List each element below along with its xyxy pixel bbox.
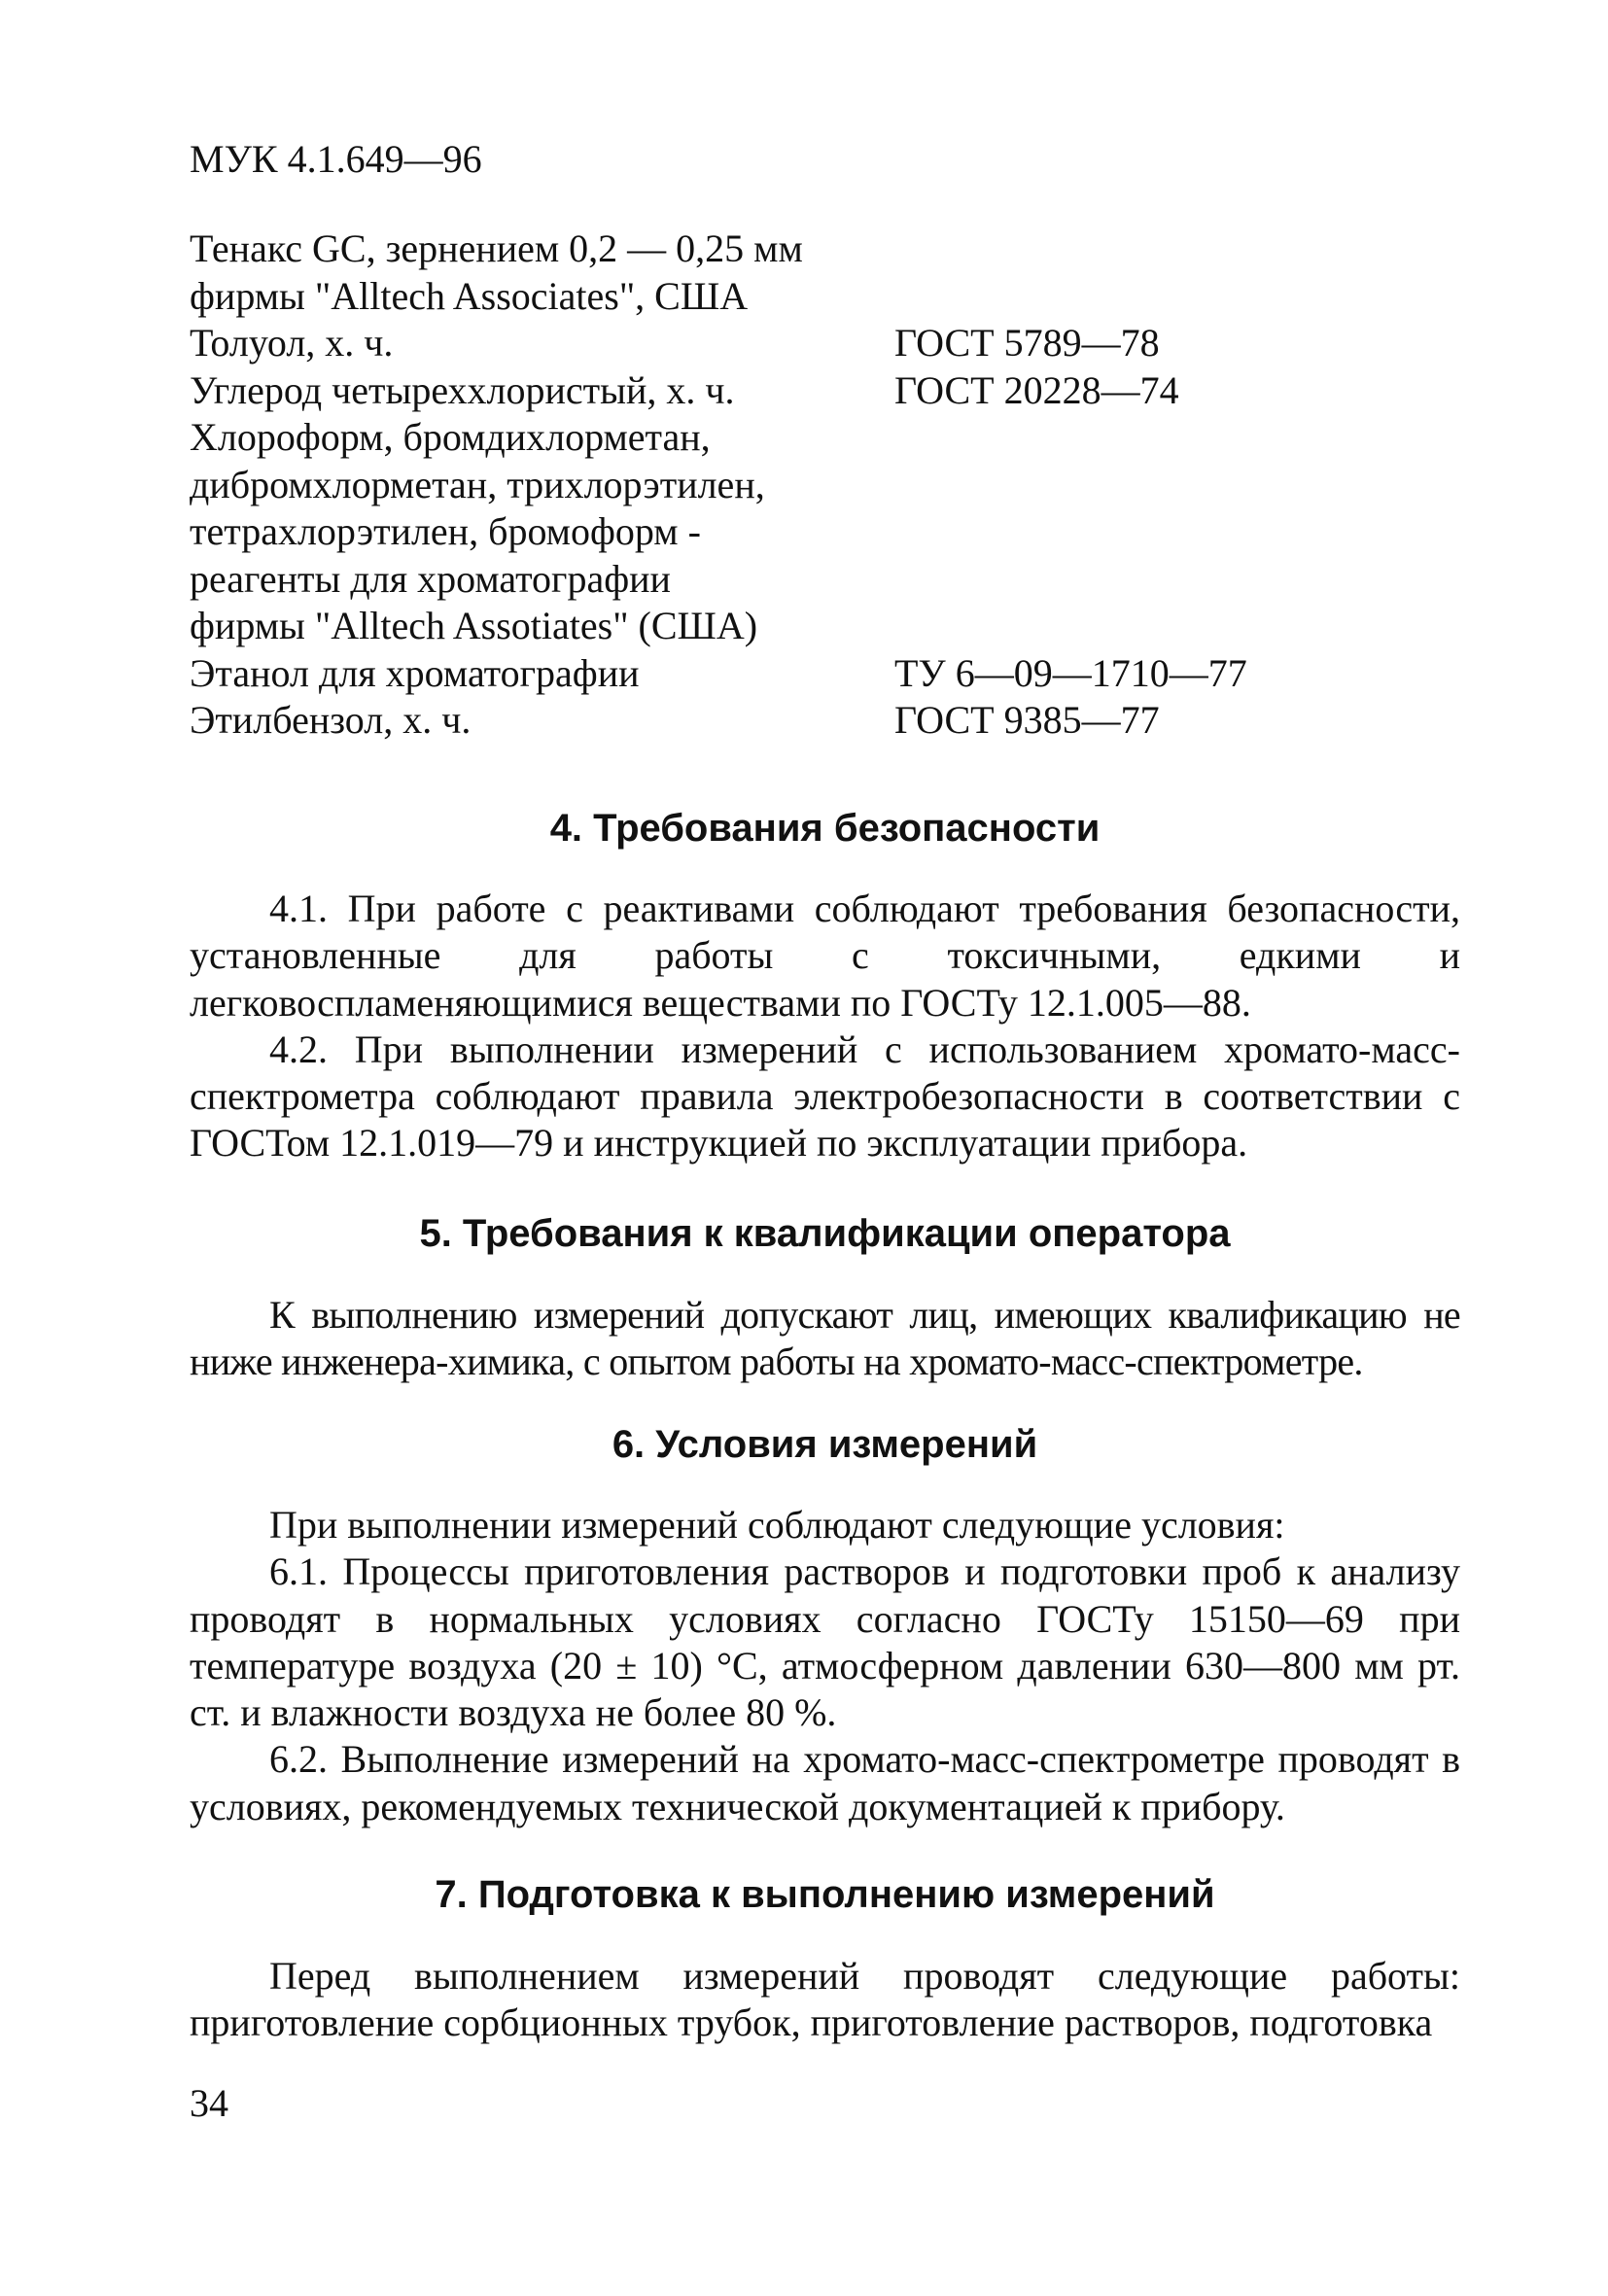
reagent-row — [190, 367, 1308, 415]
paragraph: К выполнению измерений допускают лиц, имеющих квалификацию не ниже инженера-химика, с опытом работы на хромато-масс-спектрометре. — [190, 1293, 1460, 1384]
reagent-standard: ГОСТ 5789—78 — [894, 321, 1160, 365]
reagent-row — [190, 697, 1308, 745]
section-heading: 5. Требования к квалификации оператора — [419, 1212, 1231, 1255]
reagents-list — [190, 226, 1308, 745]
section-conditions — [190, 1421, 1460, 1830]
section-qualification — [190, 1210, 1460, 1386]
reagent-row — [190, 320, 1308, 367]
reagent-name: Этанол для хроматографии — [190, 650, 640, 695]
section-heading: 7. Подготовка к выполнению измерений — [435, 1873, 1215, 1916]
section-safety — [190, 805, 1460, 1167]
reagent-standard: ТУ 6—09—1710—77 — [894, 650, 1247, 695]
reagent-name: Тенакс GC, зернением 0,2 — 0,25 мм фирмы "Alltech Associates", США — [190, 226, 803, 318]
reagent-name: Этилбензол, х. ч. — [190, 698, 472, 742]
reagent-row — [190, 226, 1308, 320]
reagent-row — [190, 650, 1308, 698]
paragraph: Перед выполнением измерений проводят следующие работы: приготовление сорбционных трубок, приготовление растворов, подготовка — [190, 1954, 1460, 2045]
section-preparation — [190, 1871, 1460, 2047]
reagent-name: Толуол, х. ч. — [190, 321, 394, 365]
reagent-name: Хлороформ, бромдихлорметан, дибромхлорметан, трихлорэтилен, тетрахлорэтилен, бромоформ - реагенты для хроматографии фирмы "Alltech Assotiates" (США) — [190, 415, 765, 647]
paragraph: 6.2. Выполнение измерений на хромато-масс-спектрометре проводят в условиях, рекомендуемых технической документацией к прибору. — [190, 1737, 1460, 1828]
reagent-standard: ГОСТ 9385—77 — [894, 698, 1160, 742]
reagent-name: Углерод четыреххлористый, х. ч. — [190, 367, 735, 412]
paragraph: При выполнении измерений соблюдают следующие условия: — [269, 1503, 1285, 1547]
document-code-header: МУК 4.1.649—96 — [190, 137, 482, 181]
reagent-standard: ГОСТ 20228—74 — [894, 367, 1179, 412]
paragraph: 4.2. При выполнении измерений с использованием хромато-масс-спектрометра соблюдают правила электробезопасности в соответствии с ГОСТом 12.1.019—79 и инструкцией по эксплуатации прибора. — [190, 1026, 1460, 1165]
page-number: 34 — [190, 2081, 228, 2125]
section-heading: 6. Условия измерений — [612, 1423, 1038, 1466]
paragraph: 4.1. При работе с реактивами соблюдают требования безопасности, установленные для работы с токсичными, едкими и легковоспламеняющимися веществами по ГОСТу 12.1.005—88. — [190, 887, 1460, 1025]
reagent-row — [190, 414, 1308, 650]
paragraph: 6.1. Процессы приготовления растворов и подготовки проб к анализу проводят в нормальных условиях согласно ГОСТу 15150—69 при температуре воздуха (20 ± 10) °С, атмосферном давлении 630—800 мм рт. ст. и влажности воздуха не более 80 %. — [190, 1549, 1460, 1735]
section-heading: 4. Требования безопасности — [549, 807, 1101, 850]
